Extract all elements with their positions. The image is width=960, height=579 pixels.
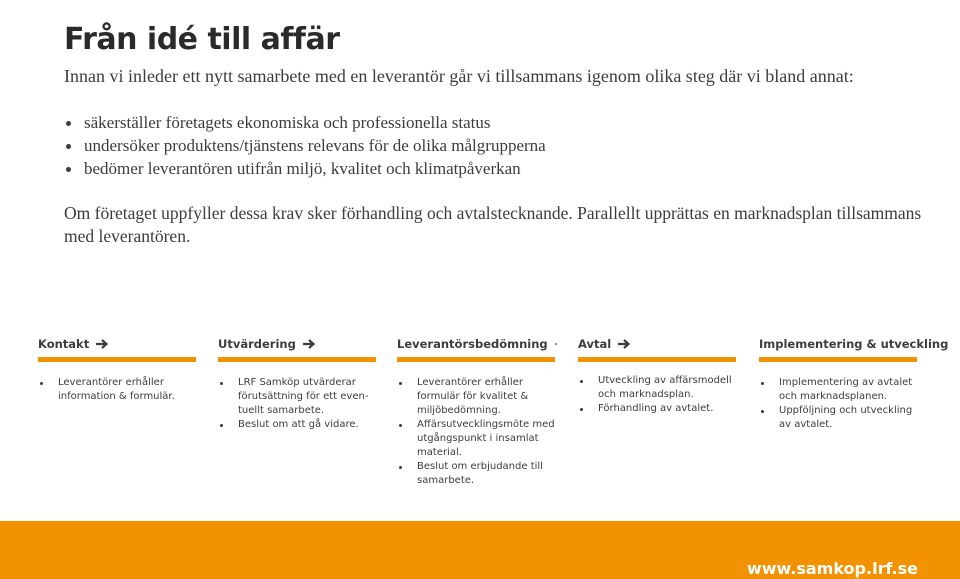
list-item: Leverantörer erhåller formulär för kvalitet & miljöbedömning.: [397, 376, 557, 418]
step-rule: [218, 357, 376, 362]
step-rule: [38, 357, 196, 362]
bullet-item: säkerställer företagets ekonomiska och professionella status: [64, 112, 546, 135]
footer-band: [0, 521, 960, 579]
bullet-list: [64, 112, 546, 181]
paragraph-text: Om företaget uppfyller dessa krav sker förhandling och avtalstecknande. Parallellt upprättas en marknadsplan tillsammans med leverantören.: [64, 203, 922, 246]
bullet-item: undersöker produktens/tjänstens relevans för de olika målgrupperna: [64, 135, 546, 158]
arrow-right-icon: [95, 338, 109, 350]
list-item: Beslut om erbjudande till samarbete.: [397, 460, 557, 488]
list-item: Affärsutvecklingsmöte med utgångspunkt i insamlat material.: [397, 418, 557, 460]
step-kontakt: [38, 333, 198, 404]
list-item: Beslut om att gå vidare.: [218, 418, 378, 432]
step-utvardering: [218, 333, 378, 432]
step-heading-label: Avtal: [578, 337, 612, 351]
list-item: Leverantörer erhåller information & formulär.: [38, 376, 198, 404]
footer-url-link[interactable]: www.samkop.lrf.se: [746, 559, 918, 578]
list-item: Uppföljning och utveckling av avtalet.: [759, 404, 919, 432]
step-heading: [578, 333, 738, 355]
step-heading: [397, 333, 557, 355]
list-item: Implementering av avtalet och marknadsplanen.: [759, 376, 919, 404]
step-items: [397, 376, 557, 488]
page-title: Från idé till affär: [64, 22, 340, 58]
step-implementering: [759, 333, 949, 432]
step-leverantorsbedomning: [397, 333, 557, 488]
step-heading: [38, 333, 198, 355]
list-item: Utveckling av affärsmodell och marknadsplan.: [578, 374, 738, 402]
step-heading-label: Utvärdering: [218, 337, 296, 351]
step-heading-label: Implementering & utveckling: [759, 337, 949, 351]
arrow-right-icon: [302, 338, 316, 350]
step-items: [218, 376, 378, 432]
step-items: [578, 374, 738, 416]
step-rule: [578, 357, 736, 362]
step-heading-label: Kontakt: [38, 337, 90, 351]
list-item: Förhandling av avtalet.: [578, 402, 738, 416]
step-heading: [218, 333, 378, 355]
step-heading: [759, 333, 949, 355]
arrow-right-icon: [554, 338, 557, 350]
step-items: [38, 376, 198, 404]
step-rule: [759, 357, 917, 362]
intro-text: Innan vi inleder ett nytt samarbete med en leverantör går vi tillsammans igenom olika steg där vi bland annat:: [64, 66, 854, 86]
arrow-right-icon: [617, 338, 631, 350]
list-item: LRF Samköp utvärderar förutsättning för ett even-tuellt samarbete.: [218, 376, 378, 418]
step-heading-label: Leverantörsbedömning: [397, 337, 548, 351]
bullet-item: bedömer leverantören utifrån miljö, kvalitet och klimatpåverkan: [64, 158, 546, 181]
step-avtal: [578, 333, 738, 416]
step-items: [759, 376, 919, 432]
step-rule: [397, 357, 555, 362]
